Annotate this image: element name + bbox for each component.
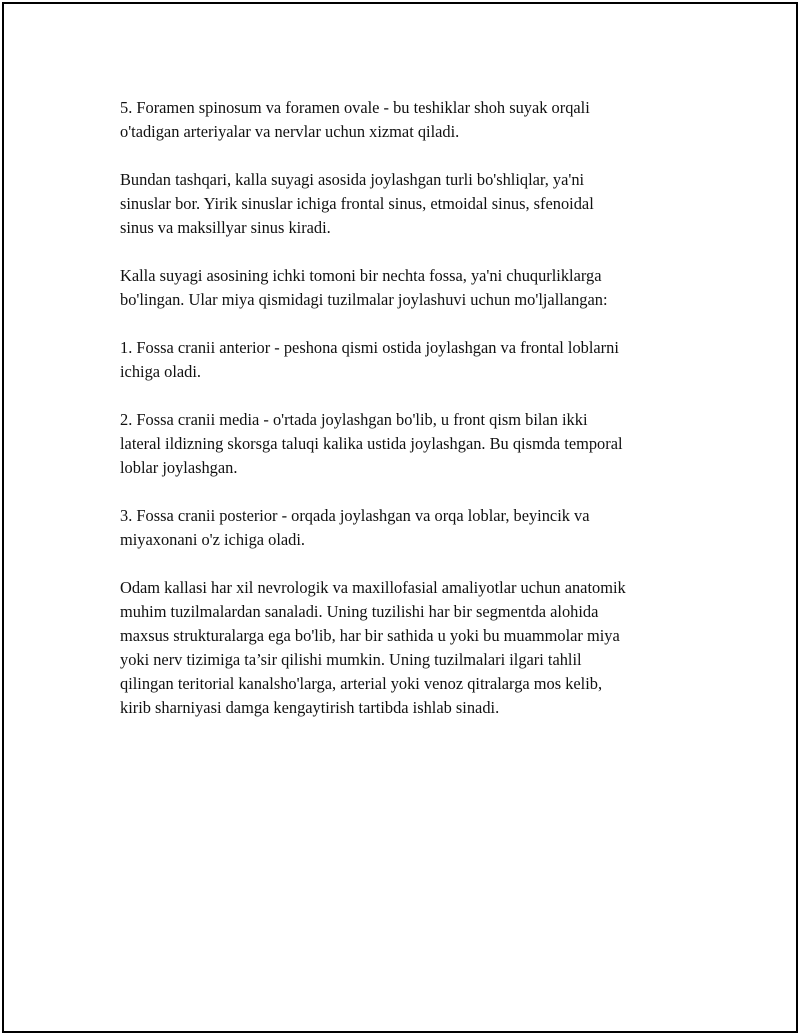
paragraph-foramen: [120, 96, 700, 144]
paragraph-conclusion: [120, 576, 700, 720]
text-line: loblar joylashgan.: [120, 458, 238, 477]
text-line: 1. Fossa cranii anterior - peshona qismi ostida joylashgan va frontal loblarni: [120, 338, 619, 357]
text-line: 2. Fossa cranii media - o'rtada joylashgan bo'lib, u front qism bilan ikki: [120, 410, 588, 429]
text-line: yoki nerv tizimiga ta’sir qilishi mumkin. Uning tuzilmalari ilgari tahlil: [120, 650, 582, 669]
text-line: Kalla suyagi asosining ichki tomoni bir nechta fossa, ya'ni chuqurliklarga: [120, 266, 602, 285]
text-line: lateral ildizning skorsga taluqi kalika ustida joylashgan. Bu qismda temporal: [120, 434, 623, 453]
paragraph-sinuses: [120, 168, 700, 240]
paragraph-fossae-intro: [120, 264, 700, 312]
text-line: miyaxonani o'z ichiga oladi.: [120, 530, 306, 549]
text-line: bo'lingan. Ular miya qismidagi tuzilmalar joylashuvi uchun mo'ljallangan:: [120, 290, 608, 309]
paragraph-fossa-anterior: [120, 336, 700, 384]
text-line: sinuslar bor. Yirik sinuslar ichiga frontal sinus, etmoidal sinus, sfenoidal: [120, 194, 594, 213]
text-line: Odam kallasi har xil nevrologik va maxillofasial amaliyotlar uchun anatomik: [120, 578, 626, 597]
text-line: o'tadigan arteriyalar va nervlar uchun xizmat qiladi.: [120, 122, 460, 141]
document-body: [120, 96, 700, 744]
text-line: sinus va maksillyar sinus kiradi.: [120, 218, 331, 237]
text-line: ichiga oladi.: [120, 362, 202, 381]
text-line: qilingan teritorial kanalsho'larga, arterial yoki venoz qitralarga mos kelib,: [120, 674, 603, 693]
text-line: 5. Foramen spinosum va foramen ovale - bu teshiklar shoh suyak orqali: [120, 98, 590, 117]
text-line: muhim tuzilmalardan sanaladi. Uning tuzilishi har bir segmentda alohida: [120, 602, 599, 621]
document-page: [2, 2, 798, 1033]
text-line: 3. Fossa cranii posterior - orqada joylashgan va orqa loblar, beyincik va: [120, 506, 590, 525]
paragraph-fossa-posterior: [120, 504, 700, 552]
text-line: Bundan tashqari, kalla suyagi asosida joylashgan turli bo'shliqlar, ya'ni: [120, 170, 585, 189]
text-line: maxsus strukturalarga ega bo'lib, har bir sathida u yoki bu muammolar miya: [120, 626, 620, 645]
paragraph-fossa-media: [120, 408, 700, 480]
text-line: kirib sharniyasi damga kengaytirish tartibda ishlab sinadi.: [120, 698, 500, 717]
